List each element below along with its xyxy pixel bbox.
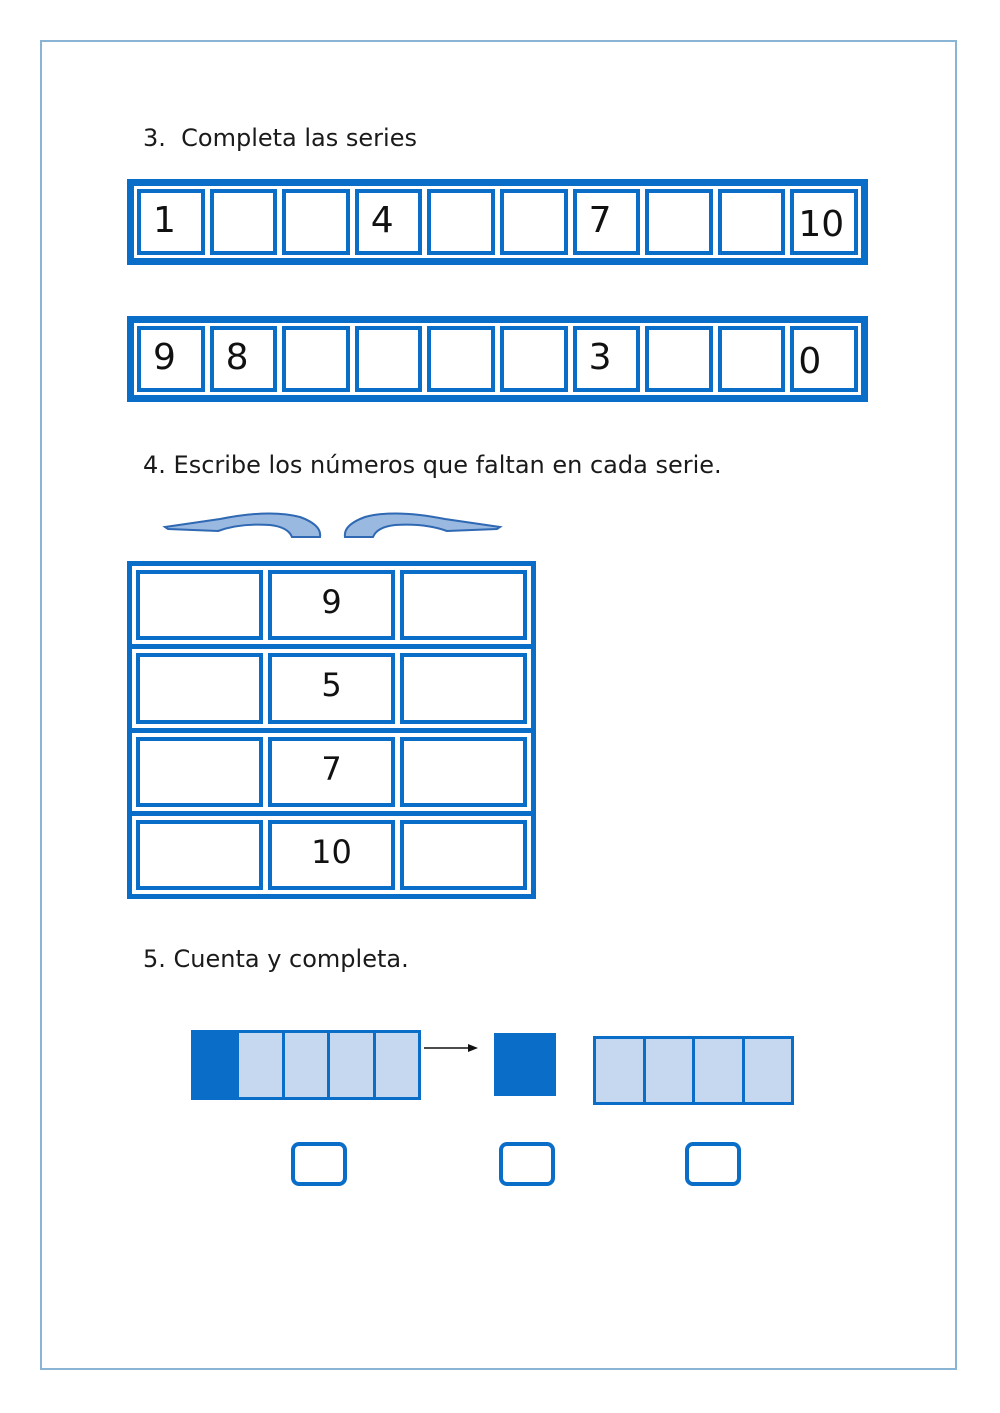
answer-cell-left[interactable]	[136, 570, 263, 640]
answer-box-2[interactable]	[499, 1142, 555, 1186]
answer-cell-left[interactable]	[136, 737, 263, 807]
series-number: 3	[588, 337, 612, 378]
empty-block	[596, 1039, 643, 1102]
series-strip-2	[127, 316, 868, 402]
series-number-cell	[790, 189, 858, 255]
empty-block	[646, 1039, 693, 1102]
empty-block	[376, 1033, 418, 1097]
five-block-bar	[191, 1030, 421, 1100]
series-answer-cell[interactable]	[645, 189, 713, 255]
forward-arrow-icon	[345, 513, 500, 537]
empty-block	[695, 1039, 742, 1102]
answer-box-1[interactable]	[291, 1142, 347, 1186]
answer-cell-right[interactable]	[400, 570, 527, 640]
answer-cell-right[interactable]	[400, 737, 527, 807]
answer-box-3[interactable]	[685, 1142, 741, 1186]
series-answer-cell[interactable]	[427, 189, 495, 255]
series-answer-cell[interactable]	[282, 189, 350, 255]
direction-arrows-icon	[160, 505, 505, 547]
series-answer-cell[interactable]	[645, 326, 713, 392]
series-number: 8	[225, 337, 249, 378]
given-number: 10	[311, 832, 352, 871]
table-row	[132, 566, 531, 644]
empty-block	[330, 1033, 372, 1097]
empty-block	[239, 1033, 281, 1097]
series-number-cell	[137, 326, 205, 392]
series-answer-cell[interactable]	[718, 189, 786, 255]
missing-numbers-table	[127, 561, 536, 899]
series-number-cell	[210, 326, 278, 392]
series-number: 9	[153, 337, 176, 378]
series-number: 4	[370, 200, 394, 241]
given-number: 9	[321, 583, 342, 621]
series-number-cell	[355, 189, 423, 255]
given-number: 7	[321, 749, 342, 788]
series-number-cell	[137, 189, 205, 255]
series-number: 1	[153, 200, 176, 241]
series-answer-cell[interactable]	[355, 326, 423, 392]
series-answer-cell[interactable]	[500, 189, 568, 255]
exercise-4-title: 4. Escribe los números que faltan en cada serie.	[143, 451, 722, 479]
four-block-bar	[593, 1036, 794, 1105]
answer-cell-left[interactable]	[136, 820, 263, 890]
series-answer-cell[interactable]	[718, 326, 786, 392]
series-number-cell	[573, 189, 641, 255]
series-answer-cell[interactable]	[210, 189, 278, 255]
exercise-3-title: 3. Completa las series	[143, 124, 417, 152]
single-block	[494, 1033, 556, 1096]
right-arrow-icon	[424, 1040, 480, 1056]
back-arrow-icon	[165, 513, 320, 537]
table-row	[132, 649, 531, 727]
series-answer-cell[interactable]	[282, 326, 350, 392]
given-number: 5	[321, 666, 342, 705]
series-number-cell	[573, 326, 641, 392]
filled-block	[194, 1033, 236, 1097]
series-number-cell	[790, 326, 858, 392]
empty-block	[745, 1039, 792, 1102]
table-row	[132, 816, 531, 894]
empty-block	[285, 1033, 327, 1097]
answer-cell-left[interactable]	[136, 653, 263, 723]
series-number: 10	[798, 204, 845, 245]
series-number: 0	[798, 341, 822, 382]
series-answer-cell[interactable]	[500, 326, 568, 392]
series-strip-1	[127, 179, 868, 265]
series-number: 7	[588, 200, 612, 241]
table-row	[132, 733, 531, 811]
answer-cell-right[interactable]	[400, 653, 527, 723]
exercise-5-title: 5. Cuenta y completa.	[143, 945, 409, 973]
given-number-cell	[268, 820, 395, 890]
answer-cell-right[interactable]	[400, 820, 527, 890]
given-number-cell	[268, 653, 395, 723]
series-answer-cell[interactable]	[427, 326, 495, 392]
given-number-cell	[268, 570, 395, 640]
given-number-cell	[268, 737, 395, 807]
